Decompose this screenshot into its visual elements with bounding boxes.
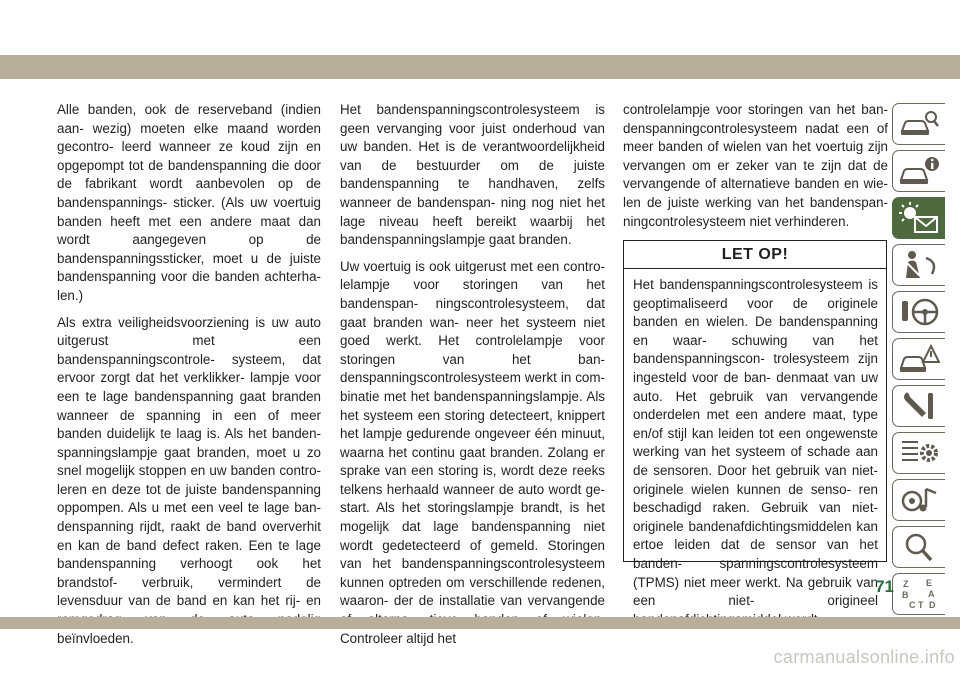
chapter-tabs (892, 103, 945, 620)
roadside-warning-icon (898, 342, 940, 376)
caution-body: Het bandenspanningscontrolesysteem is geoptimaliseerd voor de originele banden en wielen. De bandenspanning en waar- schuwing van het bandenspanningscon- trolesysteem zijn ingesteld voor de ban- denmaat van uw auto. Het gebruik van vervangende onderdelen met een andere maat, type en/of stijl kan leiden tot een ongewenste werking van het systeem of schade aan de sensoren. Door het gebruik van niet-originele wielen kunnen de senso- ren beschadigd raken. Gebruik van niet- originele bandenafdichtingsmiddelen kan ertoe leiden dat de sensor van het banden- spanningscontrolesysteem (TPMS) niet meer werkt. Na gebruik van een niet- origineel (633, 277, 878, 609)
car-info-icon (898, 154, 940, 188)
warning-light-message-icon (898, 201, 940, 235)
paragraph: Als extra veiligheidsvoorziening is uw auto uitgerust met een bandenspanningscontrole- systeem, dat ervoor zorgt dat het verklikker- lampje voor een te lage bandenspanning gaat branden wanneer de spanning in een of meer banden duidelijk te laag is. Als het banden- spanningslampje gaat branden, moet u zo snel mogelijk stoppen en uw banden contro- leren en deze tot de juiste bandenspanning oppompen. Als u met een veel te lage ban- denspanning rijdt, raakt de band oververhit en kan de band defect raken. Een te lage bandenspanning verhoogt ook het brandstof- verbruik, vermindert de levensduur van de band en kan het rij- en beïnvloeden. (57, 314, 321, 646)
watermark: carmanualsonline.info (773, 647, 955, 667)
steering-wheel-icon (898, 295, 940, 329)
specs-gear-icon (898, 436, 940, 470)
seatbelt-airbag-icon (898, 248, 940, 282)
caution-title: LET OP! (624, 241, 886, 269)
car-search-icon (898, 107, 940, 141)
index-letter: Z (903, 579, 909, 589)
index-letter: T (918, 600, 924, 610)
index-letter: C (909, 600, 916, 610)
multimedia-icon (898, 483, 940, 517)
alphabet-index-icon (898, 577, 940, 611)
search-index-icon (898, 530, 940, 564)
index-letter: E (926, 578, 933, 588)
tab-index[interactable] (892, 573, 945, 615)
tab-search[interactable] (892, 526, 945, 568)
tab-car-search[interactable] (892, 103, 945, 145)
tab-warning-lights[interactable] (892, 197, 945, 239)
page-number: 71 (875, 577, 894, 596)
text-column-2 (340, 101, 605, 656)
text-column-1 (57, 101, 321, 656)
tab-specs[interactable] (892, 432, 945, 474)
footer-band (0, 617, 960, 629)
tab-safety[interactable] (892, 244, 945, 286)
index-letter: B (902, 590, 909, 600)
tab-multimedia[interactable] (892, 479, 945, 521)
tab-car-info[interactable] (892, 150, 945, 192)
header-band (0, 55, 960, 79)
paragraph: Het bandenspanningscontrolesysteem is geen vervanging voor juist onderhoud van uw banden. Het is de verantwoordelijkheid van de bestuurder om de juiste bandenspanning te handhaven, zelfs wanneer de bandenspan- ning nog niet het lage niveau heeft bereikt waarbij het bandenspanningslampje gaat branden. (340, 102, 605, 248)
tab-maintenance[interactable] (892, 385, 945, 427)
tools-icon (898, 389, 940, 423)
tab-emergency[interactable] (892, 338, 945, 380)
paragraph: controlelampje voor storingen van het ban- denspanningcontrolesysteem nadat een of meer banden of wielen van het voertuig zijn vervangen om er zeker van te zijn dat de vervangende of alternatieve banden en wie- len de juiste werking van het bandenspan- ningcontrolesysteem niet verhinderen. (623, 102, 888, 229)
text-column-3 (623, 101, 888, 239)
tab-driving[interactable] (892, 291, 945, 333)
index-letter: A (928, 589, 935, 599)
paragraph: Uw voertuig is ook uitgerust met een contro- lelampje voor storingen van het bandenspan- ningscontrolesysteem, dat gaat branden wan- neer het systeem niet goed werkt. Het controlelampje voor storingen van het ban- denspanningscontrolesysteem werkt in com- binatie met het bandenspanningslampje. Als het systeem een storing detecteert, knippert het lampje gedurende ongeveer één minuut, waarna het continu gaat branden. Zolang er sprake van een storing is, wordt deze reeks telkens herhaald wanneer de auto wordt ge- start. Als het storingslampje brandt, is het mogelijk dat lage bandenspanning niet wordt gedetecteerd of gemeld. Storingen van het bandenspanningscontrolesysteem kunnen optreden om verschillende redenen, waaron- der de installatie van vervangende Controleer altijd het (340, 258, 605, 646)
paragraph: Alle banden, ook de reserveband (indien aan- wezig) moeten elke maand worden gecontro- leerd wanneer ze koud zijn en opgepompt tot de bandenspanning die door de fabrikant wordt aanbevolen op de bandenspannings- sticker. (Als uw voertuig banden heeft met een andere maat dan wordt aangegeven op de bandenspanningssticker, moet u de juiste bandenspanning voor die banden achterha- len.) (57, 102, 321, 303)
index-letter: D (929, 600, 936, 610)
